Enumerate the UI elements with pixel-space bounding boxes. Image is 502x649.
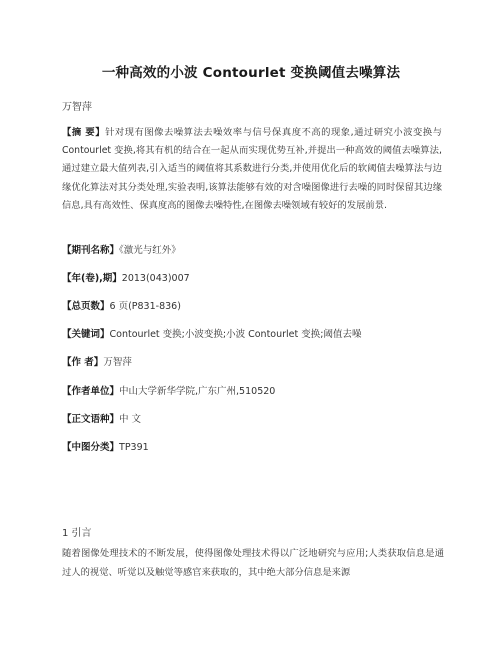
pages-label: 【总页数】 (62, 301, 110, 312)
classification-value: TP391 (119, 442, 149, 453)
authors-value: 万智萍 (103, 357, 132, 368)
journal-label: 【期刊名称】 (62, 245, 120, 256)
journal-row (62, 242, 181, 256)
authors-label: 【作 者】 (62, 357, 104, 368)
journal-value: 《激光与红外》 (119, 245, 181, 256)
issue-label: 【年(卷),期】 (62, 273, 122, 284)
pages-row (62, 298, 181, 312)
affiliation-label: 【作者单位】 (62, 386, 120, 397)
pages-value: 6 页(P831-836) (109, 301, 181, 312)
body-paragraph: 随着图像处理技术的不断发展，使得图像处理技术得以广泛地研究与应用;人类获取信息是通过人的视觉、听觉以及触觉等感官来获取的，其中绝大部分信息是来源 (62, 548, 444, 579)
classification-label: 【中图分类】 (62, 442, 120, 453)
paper-title: 一种高效的小波 Contourlet 变换阈值去噪算法 (101, 65, 401, 81)
authors-row (62, 354, 132, 368)
abstract-block (62, 124, 442, 215)
keywords-row (62, 326, 361, 340)
paper-author: 万智萍 (62, 102, 92, 113)
language-row (62, 411, 141, 425)
keywords-value: Contourlet 变换;小波变换;小波 Contourlet 变换;阈值去噪 (109, 329, 362, 340)
section-heading: 1 引言 (62, 528, 92, 539)
affiliation-row (62, 383, 275, 397)
issue-row (62, 270, 190, 284)
keywords-label: 【关键词】 (62, 329, 110, 340)
affiliation-value: 中山大学新华学院,广东广州,510520 (119, 386, 276, 397)
abstract-text: 针对现有图像去噪算法去噪效率与信号保真度不高的现象,通过研究小波变换与 Contourlet 变换,将其有机的结合在一起从而实现优势互补,并提出一种高效的阈值去噪算法,通过建立最大值列表,引入适当的阈值将其系数进行分类,并使用优化后的软阈值去噪算法与边缘优化算法对其分类处理,实验表明,该算法能够有效的对含噪图像进行去噪的同时保留其边缘信息,具有高效性、保真度高的图像去噪特性,在图像去噪领域有较好的发展前景. (62, 127, 442, 211)
abstract-label: 【摘 要】 (62, 127, 106, 138)
language-value: 中 文 (119, 414, 142, 425)
language-label: 【正文语种】 (62, 414, 120, 425)
issue-value: 2013(043)007 (121, 273, 190, 284)
classification-row (62, 439, 149, 453)
